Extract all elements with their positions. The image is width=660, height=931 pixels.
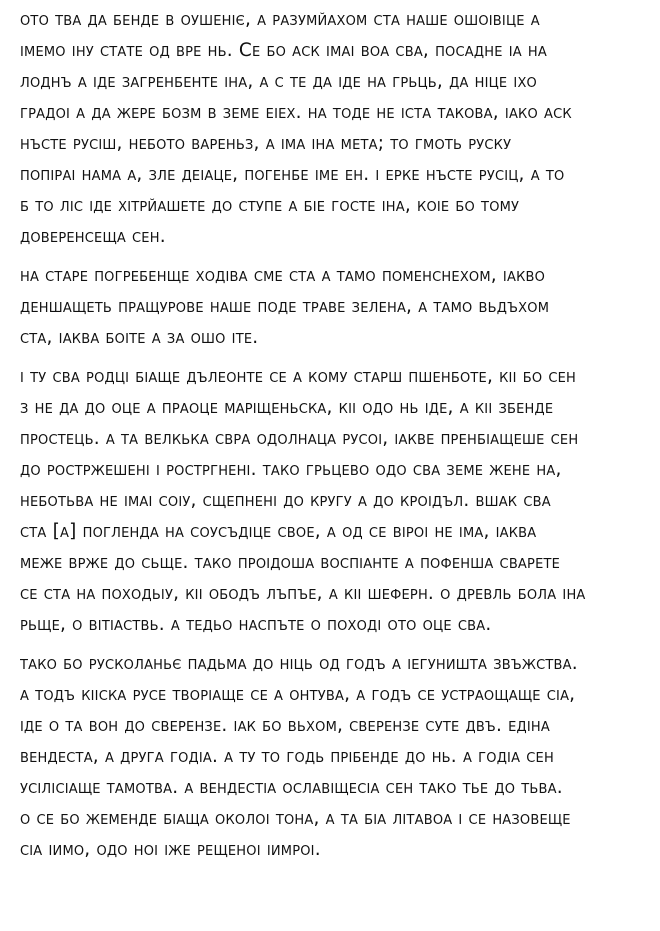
text-line: і ту сва родці біаще дълеонте се а кому старш пшенботе, кіі бо сен [20, 366, 577, 387]
text-line: до ростржешені і ростргнені. тако грьцево одо сва земе жене на, [20, 459, 562, 480]
text-line: ста, іаква боіте а за ошо іте. [20, 327, 259, 348]
text-line: а тодъ кііска русе творіаще се а онтува, а годъ се устраощаще сіа, [20, 684, 576, 705]
text-line: іде о та вон до сверензе. іак бо вьхом, сверензе суте двъ. едіна [20, 715, 550, 736]
text-line: градоі а да жере бозм в земе еіех. на тоде не іста такова, іако аск [20, 102, 572, 123]
text-line: попіраі нама а, зле деіаце, погенбе іме ен. і ерке нъсте русіц, а то [20, 164, 565, 185]
text-line: на старе погребенще ходіва сме ста а тамо поменснехом, іакво [20, 265, 546, 286]
text-line: тако бо русколаньє падьма до ніць од годъ а іегуништа звъжства. [20, 653, 578, 674]
text-line: лоднъ а іде загренбенте іна, а с те да іде на грьць, да ніце іхо [20, 71, 537, 92]
text-line: б то ліс іде хітрйашете до ступе а біе госте іна, коіе бо тому [20, 195, 520, 216]
text-line: вендеста, а друга годіа. а ту то годь прібенде до нь. а годіа сен [20, 746, 554, 767]
text-line: нъсте русіш, небото вареньз, а іма іна мета; то гмоть руску [20, 133, 512, 154]
text-line: деншащеть пращурове наше подe траве зелена, а тамо вьдъхом [20, 296, 550, 317]
text-line: неботьва не імаі соіу, сщепнені до кругу а до кроідъл. вшак сва [20, 490, 551, 511]
paragraph-4 [20, 648, 650, 865]
text-line: се ста на походьіу, кіі ободъ лъпъе, а кіі шеферн. о древль бола іна [20, 583, 586, 604]
text-line: ото тва да бенде в оушеніє, а разумйахом ста наше ошоівіце а [20, 9, 540, 30]
text-line: ста [а] погленда на соусъдіце свое, а од се віроі не іма, іаква [20, 521, 537, 542]
paragraph-1 [20, 4, 650, 252]
text-line: простець. а та велкька свра одолнаца русоі, іакве пренбіащеше сен [20, 428, 579, 449]
text-line: о се бо жеменде біаща околоі тона, а та біа літавоа і се назовеще [20, 808, 571, 829]
paragraph-2 [20, 260, 650, 353]
text-line: меже врже до сьще. тако проідоша воспіанте а пофенша сварете [20, 552, 561, 573]
text-line: імемо іну стате од вре нь. Се бо аск імаі воа сва, посадне іа на [20, 40, 547, 61]
paragraph-3 [20, 361, 650, 640]
text-line: рьще, о вітіаствь. а тедьо наспъте о поході ото оце сва. [20, 614, 492, 635]
text-line: доверенсеща сен. [20, 226, 166, 247]
text-line: з не да до оце а праоце маріщеньска, кіі одо нь іде, а кіі збенде [20, 397, 554, 418]
text-line: усілісіаще тамотва. а вендестіа ославіщесіа сен тако тье до тьва. [20, 777, 563, 798]
text-line: сіа іимо, одо ноі іже рещеноі іимроі. [20, 839, 321, 860]
